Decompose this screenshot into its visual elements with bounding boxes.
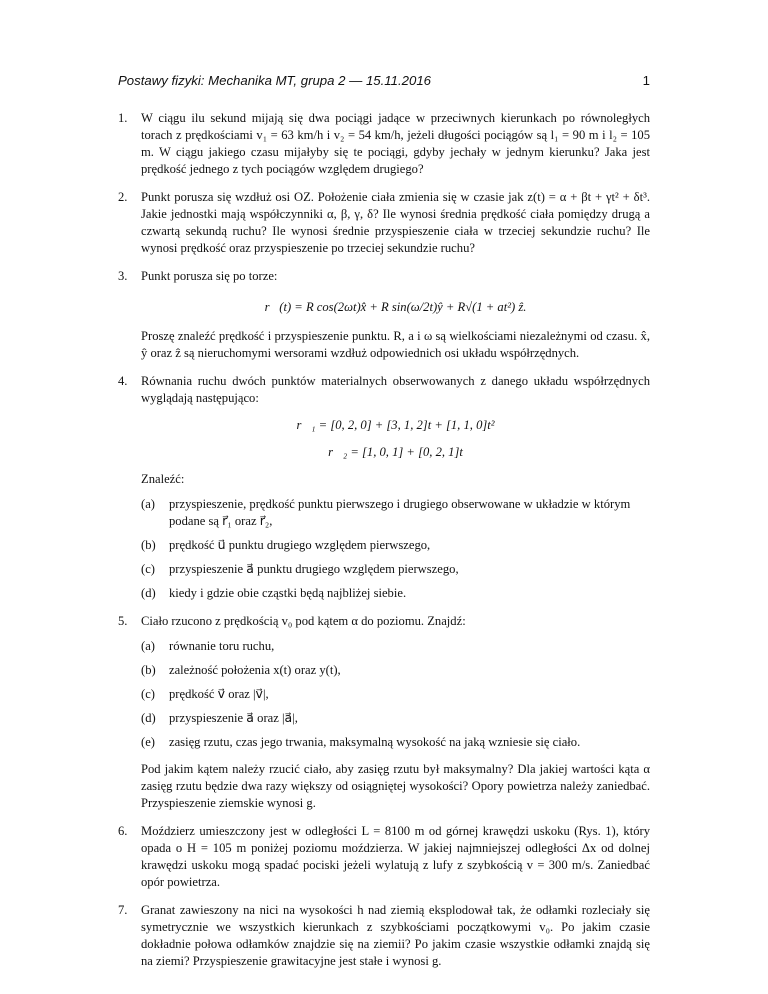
problem-text: Punkt porusza się po torze: — [141, 269, 278, 283]
subitem-text: prędkość u⃗ punktu drugiego względem pierwszego, — [169, 538, 431, 552]
page-number: 1 — [642, 73, 650, 88]
subitem-label: (a) — [141, 639, 155, 653]
problem-number: 1. — [118, 111, 128, 125]
trajectory-equation: r⃗(t) = R cos(2ωt)x̂ + R sin(ω/2t)ŷ + R√(1 + at²) ẑ. — [264, 300, 527, 314]
problem-list — [118, 110, 650, 981]
subitem-text: kiedy i gdzie obie cząstki będą najbliżej siebie. — [169, 586, 407, 600]
subitem-text: przyspieszenie a⃗ oraz |a⃗|, — [169, 711, 298, 725]
problem-2 — [118, 189, 650, 257]
subitem — [141, 734, 650, 751]
subitem — [141, 537, 650, 554]
subitem — [141, 585, 650, 602]
equation-r1: r⃗₁ = [0, 2, 0] + [3, 1, 2]t + [1, 1, 0]t² — [296, 418, 495, 432]
problem-number: 3. — [118, 269, 128, 283]
subitem — [141, 561, 650, 578]
subitem-label: (c) — [141, 687, 155, 701]
subitem-label: (e) — [141, 735, 155, 749]
subitem-text: równanie toru ruchu, — [169, 639, 275, 653]
subitem — [141, 662, 650, 679]
subitem — [141, 638, 650, 655]
problem-number: 5. — [118, 614, 128, 628]
subitem-text: przyspieszenie a⃗ punktu drugiego względem pierwszego, — [169, 562, 459, 576]
problem-text: Ciało rzucono z prędkością v₀ pod kątem α do poziomu. Znajdź: — [141, 614, 466, 628]
problem-number: 7. — [118, 903, 128, 917]
subitem-list — [141, 638, 650, 751]
subitem — [141, 686, 650, 703]
equation-r2: r⃗₂ = [1, 0, 1] + [0, 2, 1]t — [328, 445, 463, 459]
problem-text: Równania ruchu dwóch punktów materialnych obserwowanych z danego układu współrzędnych wyglądają następująco: — [141, 374, 650, 405]
subitem-text: prędkość v⃗ oraz |v⃗|, — [169, 687, 269, 701]
problem-5 — [118, 613, 650, 812]
subitem-text: zależność położenia x(t) oraz y(t), — [169, 663, 341, 677]
problem-1 — [118, 110, 650, 178]
subitem-text: zasięg rzutu, czas jego trwania, maksymalną wysokość na jaką wzniesie się ciało. — [169, 735, 581, 749]
problem-number: 4. — [118, 374, 128, 388]
running-header — [118, 73, 650, 88]
problem-text: Granat zawieszony na nici na wysokości h nad ziemią eksplodował tak, że odłamki rozleciały się symetrycznie we wszystkich kierunkach z szybkościami początkowymi v₀. Po jakim czasie dokładnie połowa odłamków znajdzie się na ziemii? Po jakim czasie wszystkie odłamki znajdą się na ziemi? Przyspieszenie grawitacyjne jest stałe i wynosi g. — [141, 903, 650, 968]
subitem-list — [141, 496, 650, 602]
subitem — [141, 496, 650, 530]
problem-6 — [118, 823, 650, 891]
subitem-text: przyspieszenie, prędkość punktu pierwszego i drugiego obserwowane w układzie w którym podane są r⃗₁ oraz r⃗₂, — [169, 497, 631, 528]
problem-number: 6. — [118, 824, 128, 838]
problem-text-after: Pod jakim kątem należy rzucić ciało, aby zasięg rzutu był maksymalny? Dla jakiej wartości kąta α zasięg rzutu będzie dwa razy większy od osiągniętej wysokości? Opory powietrza należy zaniedbać. Przyspieszenie ziemskie wynosi g. — [141, 762, 650, 810]
problem-7 — [118, 902, 650, 970]
problem-4 — [118, 373, 650, 602]
subitem-label: (a) — [141, 497, 155, 511]
header-title: Postawy fizyki: Mechanika MT, grupa 2 — 15.11.2016 — [118, 73, 431, 88]
problem-text-after: Proszę znaleźć prędkość i przyspieszenie punktu. R, a i ω są wielkościami niezależnymi od czasu. x̂, ŷ oraz ẑ są nieruchomymi wersorami wzdłuż odpowiednich osi układu współrzędnych. — [141, 329, 650, 360]
problem-number: 2. — [118, 190, 128, 204]
subitem-label: (b) — [141, 538, 156, 552]
problem-text: Moździerz umieszczony jest w odległości L = 8100 m od górnej krawędzi uskoku (Rys. 1), który opada o H = 105 m poniżej poziomu moździerza. W jakiej najmniejszej odległości Δx od dolnej krawędzi uskoku mogą spadać pociski jeżeli wylatują z lufy z szybkością v = 300 m/s. Zaniedbać opór powietrza. — [141, 824, 650, 889]
problem-3 — [118, 268, 650, 362]
subitem-label: (b) — [141, 663, 156, 677]
subitem-label: (c) — [141, 562, 155, 576]
subitem — [141, 710, 650, 727]
problem-text: Punkt porusza się wzdłuż osi OZ. Położenie ciała zmienia się w czasie jak z(t) = α + βt + γt² + δt³. Jakie jednostki mają współczynniki α, β, γ, δ? Ile wynosi średnia prędkość ciała pomiędzy drugą a czwartą sekundą ruchu? Ile wynosi średnie przyspieszenie ciała w trzeciej sekundzie ruchu? Ile wynosi prędkość oraz przyspieszenie po trzeciej sekundzie ruchu? — [141, 190, 650, 255]
subitem-label: (d) — [141, 586, 156, 600]
subitem-label: (d) — [141, 711, 156, 725]
find-label: Znaleźć: — [141, 472, 185, 486]
problem-text: W ciągu ilu sekund mijają się dwa pociągi jadące w przeciwnych kierunkach po równoległych torach z prędkościami v₁ = 63 km/h i v₂ = 54 km/h, jeżeli długości pociągów są l₁ = 90 m i l₂ = 105 m. W ciągu jakiego czasu mijałyby się te pociągi, gdyby jechały w jednym kierunku? Jaka jest prędkość jednego z tych pociągów względem drugiego? — [141, 111, 650, 176]
